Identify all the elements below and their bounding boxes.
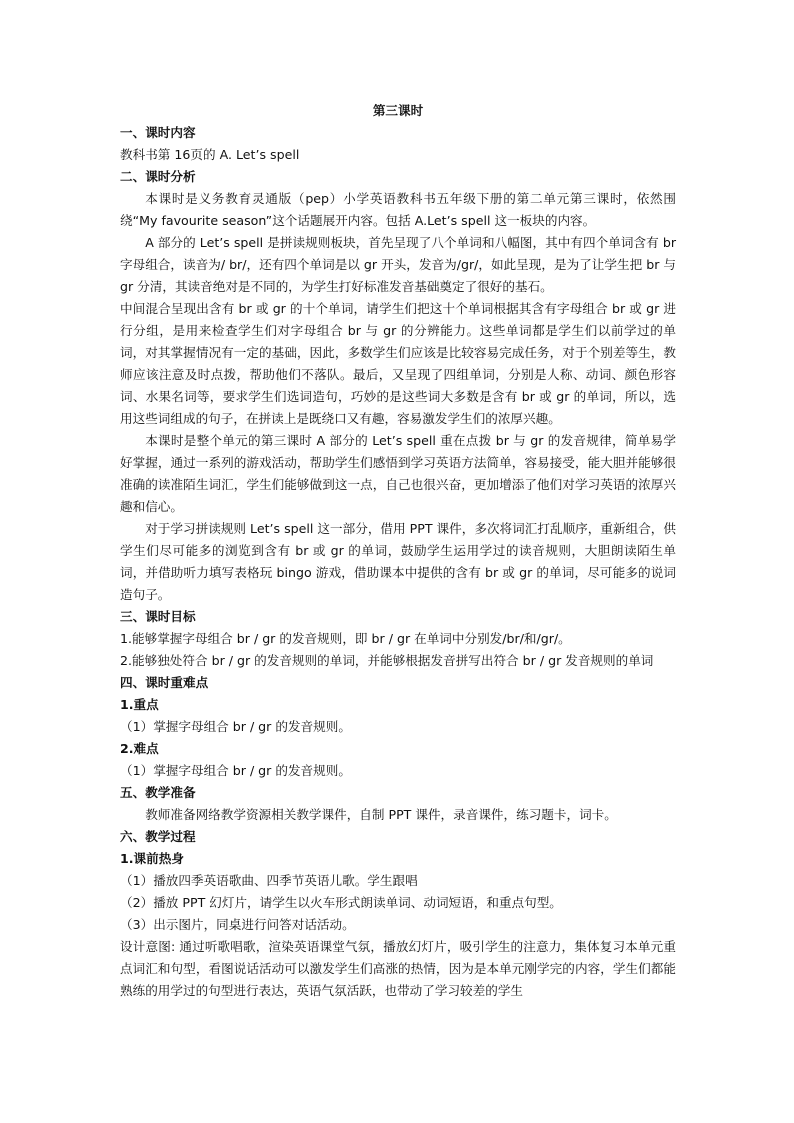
goal-item-2: 2.能够独处符合 br / gr 的发音规则的单词，并能够根据发音拼写出符合 br / gr 发音规则的单词 <box>120 653 654 668</box>
analysis-paragraph-1: 本课时是义务教育灵通版（pep）小学英语教科书五年级下册的第二单元第三课时，依然围绕“My favourite season”这个话题展开内容。包括 A.Let’s spell 这一板块的内容。 <box>120 191 676 228</box>
section-heading-goals: 三、课时目标 <box>120 609 196 624</box>
page-title: 第三课时 <box>372 103 424 118</box>
difficulty-label: 2.难点 <box>120 741 159 756</box>
analysis-paragraph-2: A 部分的 Let’s spell 是拼读规则板块，首先呈现了八个单词和八幅图，其中有四个单词含有 br 字母组合，读音为/ br/，还有四个单词是以 gr 开头，发音为/gr/，如此呈现，是为了让学生把 br 与 gr 分清，其读音绝对是不同的，为学生打好标准发音基础奠定了很好的基石。 <box>120 235 676 294</box>
process-subheading-warmup: 1.课前热身 <box>120 851 184 866</box>
analysis-paragraph-5: 对于学习拼读规则 Let’s spell 这一部分，借用 PPT 课件，多次将词汇打乱顺序，重新组合，供学生们尽可能多的浏览到含有 br 或 gr 的单词，鼓励学生运用学过的读音规则，大胆朗读陌生单词，并借助听力填写表格玩 bingo 游戏，借助课本中提供的含有 br 或 gr 的单词，尽可能多的说词造句子。 <box>120 521 676 602</box>
goal-item-1: 1.能够掌握字母组合 br / gr 的发音规则，即 br / gr 在单词中分别发/br/和/gr/。 <box>120 631 571 646</box>
process-item-2: （2）播放 PPT 幻灯片，请学生以火车形式朗读单词、动词短语，和重点句型。 <box>120 895 562 910</box>
analysis-paragraph-4: 本课时是整个单元的第三课时 A 部分的 Let’s spell 重在点拨 br 与 gr 的发音规律，简单易学好掌握，通过一系列的游戏活动，帮助学生们感悟到学习英语方法简单，容易接受，能大胆并能够很准确的读准陌生词汇，学生们能够做到这一点，自己也很兴奋，更加增添了他们对学习英语的浓厚兴趣和信心。 <box>120 433 676 514</box>
section-heading-process: 六、教学过程 <box>120 829 196 844</box>
section-heading-preparation: 五、教学准备 <box>120 785 196 800</box>
section-heading-content: 一、课时内容 <box>120 125 196 140</box>
section-heading-key-points: 四、课时重难点 <box>120 675 209 690</box>
process-item-1: （1）播放四季英语歌曲、四季节英语儿歌。学生跟唱 <box>120 873 418 888</box>
document-page <box>120 100 676 1002</box>
key-point-label: 1.重点 <box>120 697 159 712</box>
design-intent-paragraph: 设计意图: 通过听歌唱歌，渲染英语课堂气氛，播放幻灯片，吸引学生的注意力，集体复习本单元重点词汇和句型，看图说话活动可以激发学生们高涨的热情，因为是本单元刚学完的内容，学生们都能熟练的用学过的句型进行表达，英语气氛活跃，也带动了学习较差的学生 <box>120 939 676 998</box>
section-heading-analysis: 二、课时分析 <box>120 169 196 184</box>
difficulty-item: （1）掌握字母组合 br / gr 的发音规则。 <box>120 763 351 778</box>
process-item-3: （3）出示图片，同桌进行问答对话活动。 <box>120 917 355 932</box>
key-point-item: （1）掌握字母组合 br / gr 的发音规则。 <box>120 719 351 734</box>
content-text: 教科书第 16页的 A. Let’s spell <box>120 147 300 162</box>
preparation-text: 教师准备网络教学资源相关教学课件，自制 PPT 课件，录音课件，练习题卡，词卡。 <box>145 807 617 822</box>
analysis-paragraph-3: 中间混合呈现出含有 br 或 gr 的十个单词，请学生们把这十个单词根据其含有字母组合 br 或 gr 进行分组，是用来检查学生们对字母组合 br 与 gr 的分辨能力。这些单词都是学生们以前学过的单词，对其掌握情况有一定的基础，因此，多数学生们应该是比较容易完成任务，对于个别差等生，教师应该注意及时点拨，帮助他们不落队。最后，又呈现了四组单词，分别是人称、动词、颜色形容词、水果名词等，要求学生们选词造句，巧妙的是这些词大多数是含有 br 或 gr 的单词，所以，选用这些词组成的句子，在拼读上是既绕口又有趣，容易激发学生们的浓厚兴趣。 <box>120 301 676 426</box>
